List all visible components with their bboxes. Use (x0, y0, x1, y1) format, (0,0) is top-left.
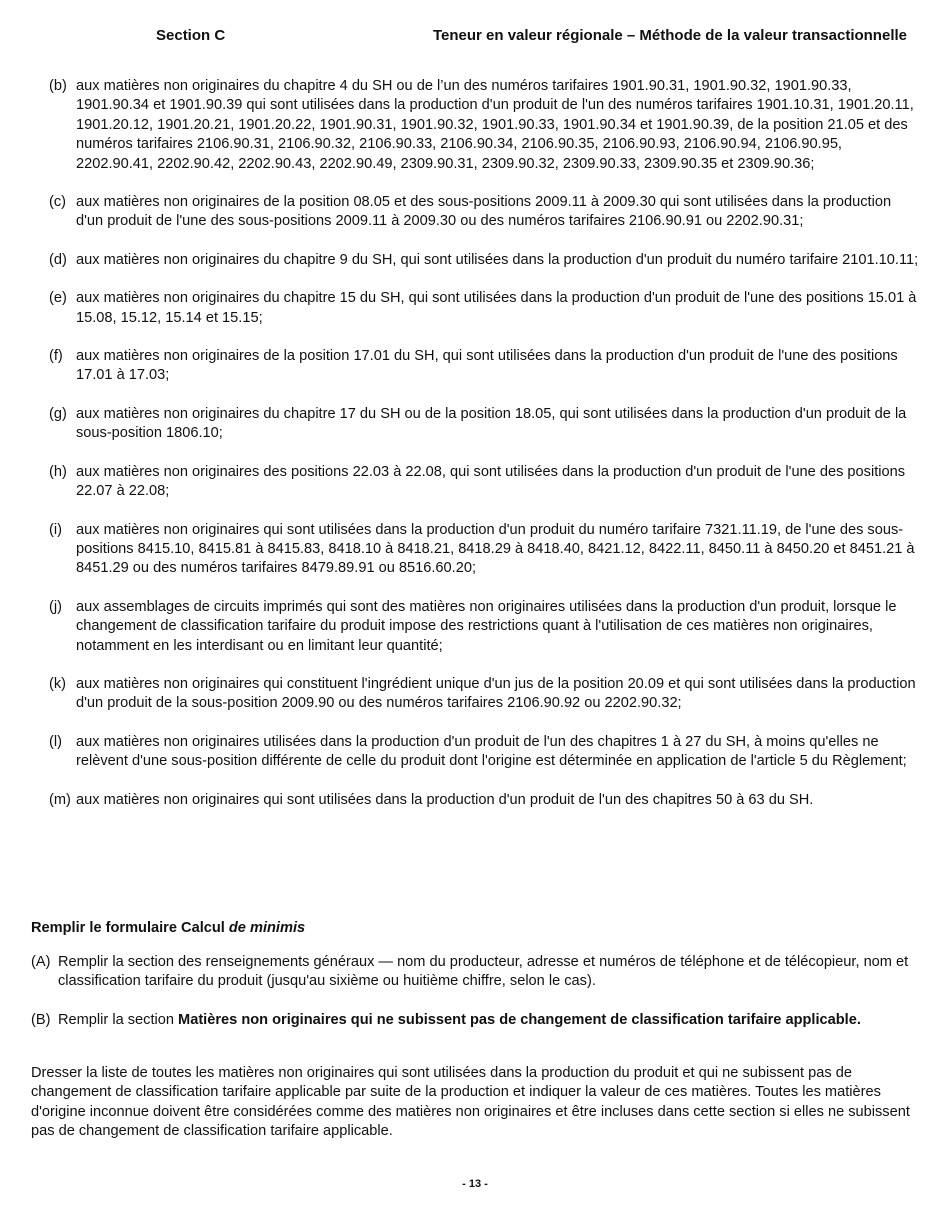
list-item-label: (l) (49, 733, 62, 750)
list-item-text: aux assemblages de circuits imprimés qui sont des matières non originaires utilisées dans la production d'un produit, lorsque le changement de classification tarifaire du produit impose des restrictions quant à l'utilisation de ces matières non originaires, notamment en les interdisant ou en limitant leur quantité; (76, 598, 897, 654)
list-item-text: aux matières non originaires qui constituent l'ingrédient unique d'un jus de la position 20.09 et qui sont utilisées dans la production d'un produit de la sous-position 2009.90 ou des numéros tarifaires 2106.90.92 ou 2202.90.32; (76, 675, 916, 712)
step-label: (A) (31, 954, 51, 970)
subheading-text: Remplir le formulaire Calcul (31, 920, 229, 936)
instruction-steps (31, 953, 911, 1049)
step-text-bold: Matières non originaires qui ne subissent pas de changement de classification tarifaire applicable. (178, 1011, 861, 1028)
list-item-text: aux matières non originaires utilisées dans la production d'un produit de l'un des chapitres 1 à 27 du SH, à moins qu'elles ne relèvent d'une sous-position différente de celle du produit dont l'origine est déterminée en application de l'article 5 du Règlement; (76, 733, 907, 770)
step-item (31, 953, 911, 992)
section-subheading (31, 919, 305, 938)
list-item-text: aux matières non originaires de la position 08.05 et des sous-positions 2009.11 à 2009.30 qui sont utilisées dans la production d'un produit de l'une des sous-positions 2009.11 à 2009.30 ou des numéros tarifaires 2106.90.91 ou 2202.90.31; (76, 194, 892, 230)
list-item (49, 77, 919, 174)
subheading-italic: de minimis (228, 920, 306, 936)
exception-list (49, 77, 919, 829)
list-item (49, 405, 919, 444)
list-item-label: (c) (49, 194, 67, 211)
page-number: - 13 - (462, 1178, 488, 1190)
list-item-label: (f) (49, 348, 63, 365)
list-item (49, 347, 919, 386)
list-item-label: (k) (49, 675, 67, 692)
list-item-label: (j) (49, 598, 62, 615)
list-item-text: aux matières non originaires des positions 22.03 à 22.08, qui sont utilisées dans la production d'un produit de l'une des positions 22.07 à 22.08; (76, 463, 906, 500)
page-header-title: Teneur en valeur régionale – Méthode de la valeur transactionnelle (432, 27, 907, 44)
list-item (49, 598, 919, 656)
list-item-text: aux matières non originaires du chapitre 15 du SH, qui sont utilisées dans la production d'un produit de l'une des positions 15.01 à 15.08, 15.12, 15.14 et 15.15; (76, 290, 917, 326)
list-item (49, 193, 919, 232)
list-item-label: (i) (49, 521, 62, 538)
step-text-before: Remplir la section (58, 1011, 179, 1028)
list-item (49, 521, 919, 579)
list-item-label: (e) (49, 290, 67, 307)
step-text: Remplir la section des renseignements généraux — nom du producteur, adresse et numéros de téléphone et de télécopieur, nom et classification tarifaire du produit (jusqu'au sixième ou huitième chiffre, selon le cas). (58, 954, 909, 990)
step-label: (B) (31, 1011, 51, 1028)
list-item (49, 289, 919, 328)
list-item (49, 463, 919, 502)
list-item (49, 251, 919, 270)
list-item-label: (m) (49, 791, 71, 808)
list-item-text: aux matières non originaires du chapitre 4 du SH ou de l’un des numéros tarifaires 1901.90.31, 1901.90.32, 1901.90.33, 1901.90.34 et 1901.90.39 qui sont utilisées dans la production d'un produit de l'un des numéros tarifaires 1901.10.31, 1901.20.11, 1901.20.12, 1901.20.21, 1901.20.22, 1901.90.31, 1901.90.32, 1901.90.33, 1901.90.34 et 1901.90.39, de la position 21.05 et des numéros tarifaires 2106.90.31, 2106.90.32, 2106.90.33, 2106.90.34, 2106.90.35, 2106.90.93, 2106.90.94, 2106.90.95, 2202.90.41, 2202.90.42, 2202.90.43, 2202.90.49, 2309.90.31, 2309.90.32, 2309.90.33, 2309.90.35 et 2309.90.36; (76, 78, 914, 172)
list-item (49, 675, 919, 714)
section-label: Section C (156, 27, 226, 44)
list-item-text: aux matières non originaires qui sont utilisées dans la production d'un produit de l'un des chapitres 50 à 63 du SH. (76, 791, 814, 808)
step-text (58, 1011, 911, 1030)
list-item-text: aux matières non originaires du chapitre 17 du SH ou de la position 18.05, qui sont utilisées dans la production d'un produit de la sous-position 1806.10; (76, 405, 907, 442)
list-item (49, 733, 919, 772)
list-item-text: aux matières non originaires du chapitre 9 du SH, qui sont utilisées dans la production d'un produit du numéro tarifaire 2101.10.11; (76, 251, 919, 268)
body-paragraph: Dresser la liste de toutes les matières non originaires qui sont utilisées dans la production du produit et qui ne subissent pas de changement de classification tarifaire applicable par suite de la production et indiquer la valeur de ces matières. Toutes les matières d'origine inconnue doivent être considérées comme des matières non originaires et être incluses dans cette section si elles ne subissent pas de changement de classification tarifaire applicable. (31, 1065, 910, 1140)
list-item-label: (h) (49, 463, 67, 480)
list-item-label: (g) (49, 405, 67, 422)
list-item (49, 791, 919, 810)
list-item-label: (d) (49, 251, 67, 268)
list-item-text: aux matières non originaires qui sont utilisées dans la production d'un produit du numéro tarifaire 7321.11.19, de l'une des sous-positions 8415.10, 8415.81 à 8415.83, 8418.10 à 8418.21, 8418.29 à 8418.40, 8421.12, 8422.11, 8450.11 à 8450.20 et 8451.21 à 8451.29 ou des numéros tarifaires 8479.89.91 ou 8516.60.20; (76, 521, 915, 577)
list-item-label: (b) (49, 78, 67, 94)
list-item-text: aux matières non originaires de la position 17.01 du SH, qui sont utilisées dans la production d'un produit de l'une des positions 17.01 à 17.03; (76, 348, 898, 384)
step-item (31, 1011, 911, 1030)
